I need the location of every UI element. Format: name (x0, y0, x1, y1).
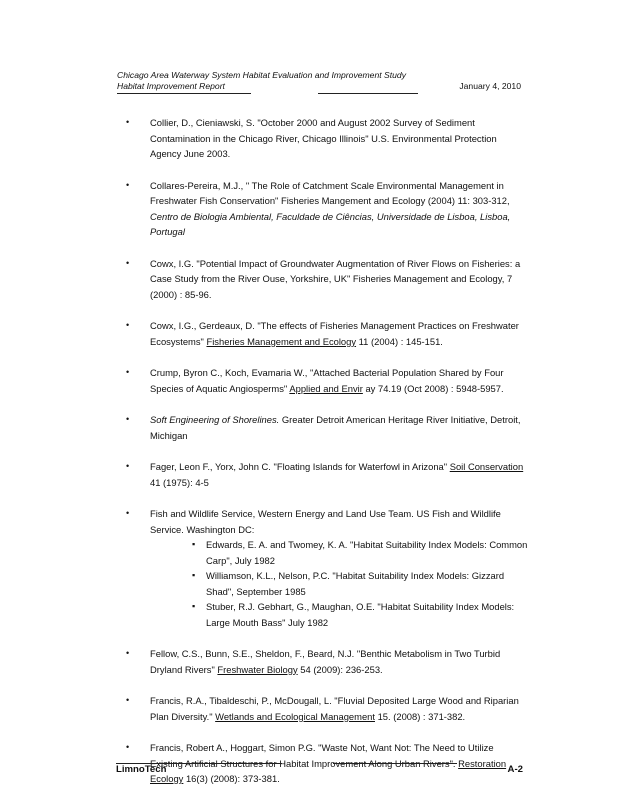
reference-citation: 41 (1975): 4-5 (150, 476, 209, 488)
reference-text: Cowx, I.G., Gerdeaux, D. "The effects of Fisheries Management Practices on Freshwater Ecosystems" (150, 320, 519, 347)
bullet-icon: • (126, 414, 130, 424)
reference-list (118, 115, 528, 803)
bullet-icon: • (126, 117, 130, 127)
list-item (118, 412, 528, 443)
reference-citation: 16(3) (2008): 373-381. (185, 773, 280, 784)
reference-text: Fish and Wildlife Service, Western Energy and Land Use Team. US Fish and Wildlife Service. Washington DC: (150, 508, 501, 535)
reference-text: Francis, Robert A., Hoggart, Simon P.G. "Waste Not, Want Not: The Need to Utilize Existing Artificial Structures for Habitat Improvement Along Urban Rivers". (150, 742, 494, 769)
bullet-icon: • (126, 695, 130, 705)
footer-company: LimnoTech (116, 764, 167, 775)
header-rule-right (318, 93, 418, 94)
reference-text: Crump, Byron C., Koch, Evamaria W., "Attached Bacterial Population Shared by Four Species of Aquatic Angiosperms" (150, 367, 504, 394)
bullet-icon: • (126, 320, 130, 330)
page-number: A-2 (507, 764, 523, 775)
journal-title: Wetlands and Ecological Management (215, 710, 375, 722)
journal-title: Fisheries Management and Ecology (206, 335, 357, 347)
reference-text: Cowx, I.G. "Potential Impact of Groundwater Augmentation of River Flows on Fisheries: a Case Study from the River Ouse, Yorkshire, UK" Fisheries Management and Ecology, 7 (2000) : 85-96. (150, 257, 521, 300)
sub-list-item: ▪ Williamson, K.L., Nelson, P.C. "Habitat Suitability Index Models: Gizzard Shad", September 1985 (192, 568, 528, 599)
reference-text: Collier, D., Cieniawski, S. "October 2000 and August 2002 Survey of Sediment Contamination in the Chicago River, Chicago Illinois" U.S. Environmental Protection Agency June 2003. (150, 117, 497, 159)
bullet-icon: • (126, 508, 130, 518)
sub-list-item: ▪ Edwards, E. A. and Twomey, K. A. "Habitat Suitability Index Models: Common Carp", July 1982 (192, 537, 528, 568)
reference-affiliation: Centro de Biologia Ambiental, Faculdade de Ciências, Universidade de Lisboa, Lisboa, Portugal (150, 210, 511, 237)
reference-text: Fellow, C.S., Bunn, S.E., Sheldon, F., Beard, N.J. "Benthic Metabolism in Two Turbid Dryland Rivers" (150, 648, 501, 675)
header-study-title: Chicago Area Waterway System Habitat Evaluation and Improvement Study (117, 70, 406, 80)
list-item (118, 256, 528, 303)
list-item (118, 178, 528, 240)
bullet-icon: • (126, 257, 130, 268)
list-item (118, 459, 528, 490)
reference-citation: 15. (2008) : 371-382. (377, 710, 466, 722)
reference-citation: 11 (2004) : 145-151. (358, 335, 443, 347)
page-footer (116, 764, 523, 775)
list-item (118, 646, 528, 677)
sub-list-item: ▪ Stuber, R.J. Gebhart, G., Maughan, O.E. "Habitat Suitability Index Models: Large Mouth Bass" July 1982 (192, 599, 528, 630)
reference-text: Francis, R.A., Tibaldeschi, P., McDougall, L. "Fluvial Deposited Large Wood and Riparian Plan Diversity." (150, 695, 519, 722)
reference-citation: 54 (2009): 236-253. (300, 663, 383, 675)
list-item (118, 318, 528, 349)
reference-text: Collares-Pereira, M.J., " The Role of Catchment Scale Environmental Management in Freshwater Fish Conservation" Fisheries Mangement and Ecology (2004) 11: 303-312, (150, 179, 510, 206)
bullet-icon: • (126, 461, 130, 471)
bullet-icon: • (126, 742, 130, 752)
page-header (117, 70, 521, 92)
bullet-icon: • (126, 179, 130, 190)
reference-title: Soft Engineering of Shorelines. (150, 414, 280, 425)
reference-text: Greater Detroit American Heritage River Initiative, Detroit, Michigan (150, 414, 521, 441)
sub-reference-list (150, 537, 528, 630)
bullet-icon: • (126, 367, 130, 377)
bullet-icon: • (126, 648, 130, 658)
list-item (118, 365, 528, 396)
journal-title: Freshwater Biology (217, 663, 298, 675)
reference-text: Fager, Leon F., Yorx, John C. "Floating Islands for Waterfowl in Arizona" (150, 461, 448, 472)
list-item (118, 693, 528, 724)
list-item (118, 115, 528, 162)
header-rule-left (117, 93, 251, 94)
header-report-title: Habitat Improvement Report (117, 81, 225, 91)
journal-title: Soil Conservation (449, 461, 524, 472)
journal-title: Restoration Ecology (150, 757, 507, 784)
header-date: January 4, 2010 (459, 81, 521, 91)
list-item (118, 506, 528, 630)
reference-citation: ay 74.19 (Oct 2008) : 5948-5957. (365, 382, 504, 394)
journal-title: Applied and Envir (289, 382, 363, 394)
